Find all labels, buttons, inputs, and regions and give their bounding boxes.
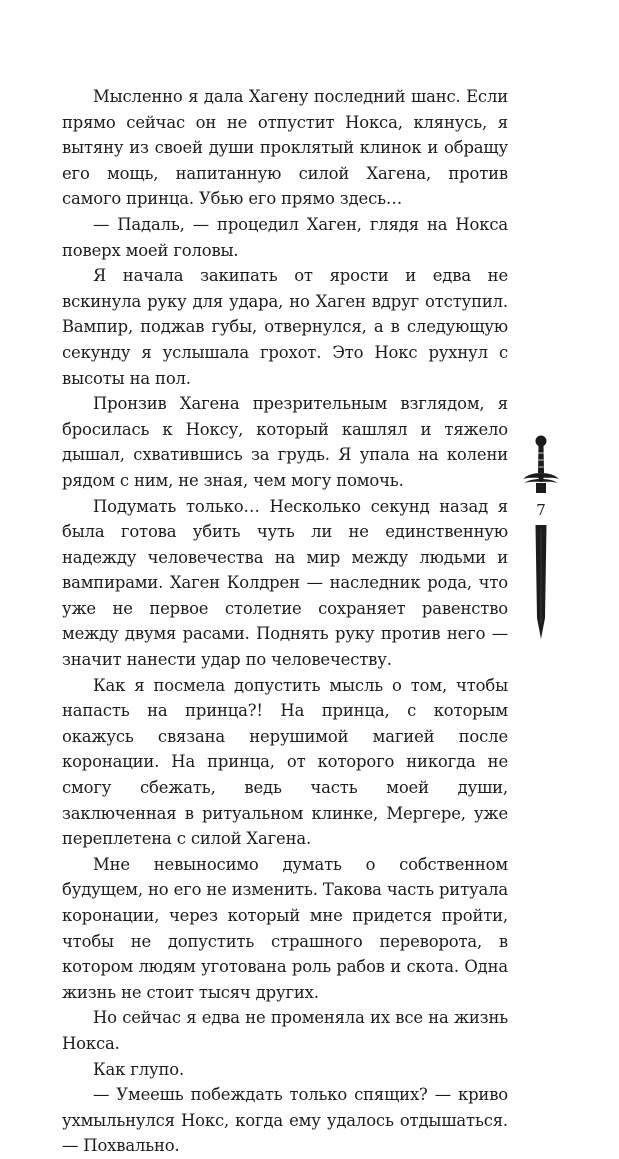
paragraph: Пронзив Хагена презрительным взглядом, я бросилась к Ноксу, который кашлял и тяжело дышал, схватившись за грудь. Я упала на колени рядом с ним, не зная, чем могу помочь.: [62, 394, 508, 490]
sword-icon: [521, 433, 561, 643]
paragraph: Но сейчас я едва не променяла их все на жизнь Нокса.: [62, 1008, 508, 1053]
paragraph: — Умеешь побеждать только спящих? — криво ухмыльнулся Нокс, когда ему удалось отдышаться. — Похвально.: [62, 1085, 508, 1156]
paragraph: Мне невыносимо думать о собственном будущем, но его не изменить. Такова часть ритуала коронации, через который мне придется пройти, чтобы не допустить страшного переворота, в котором людям уготована роль рабов и скота. Одна жизнь не стоит тысяч других.: [62, 854, 508, 1002]
body-text: [62, 84, 508, 1159]
paragraph: Мысленно я дала Хагену последний шанс. Если прямо сейчас он не отпустит Нокса, клянусь, я вытяну из своей души проклятый клинок и обращу его мощь, напитанную силой Хагена, против самого принца. Убью его прямо здесь…: [62, 87, 508, 209]
paragraph: Как я посмела допустить мысль о том, чтобы напасть на принца?! На принца, с которым окажусь связана нерушимой магией после коронации. На принца, от которого никогда не смогу сбежать, ведь часть моей души, заключенная в ритуальном клинке, Мергере, уже переплетена с силой Хагена.: [62, 675, 508, 849]
paragraph: Я начала закипать от ярости и едва не вскинула руку для удара, но Хаген вдруг отступил. Вампир, поджав губы, отвернулся, а в следующую секунду я услышала грохот. Это Нокс рухнул с высоты на пол.: [62, 266, 508, 388]
page-number: 7: [536, 501, 546, 519]
paragraph: — Падаль, — процедил Хаген, глядя на Нокса поверх моей головы.: [62, 214, 508, 260]
paragraph: Подумать только… Несколько секунд назад я была готова убить чуть ли не единственную надежду человечества на мир между людьми и вампирами. Хаген Колдрен — наследник рода, что уже не первое столетие сохраняет равенство между двумя расами. Поднять руку против него — значит нанести удар по человечеству.: [62, 496, 508, 670]
paragraph: Как глупо.: [93, 1059, 185, 1079]
